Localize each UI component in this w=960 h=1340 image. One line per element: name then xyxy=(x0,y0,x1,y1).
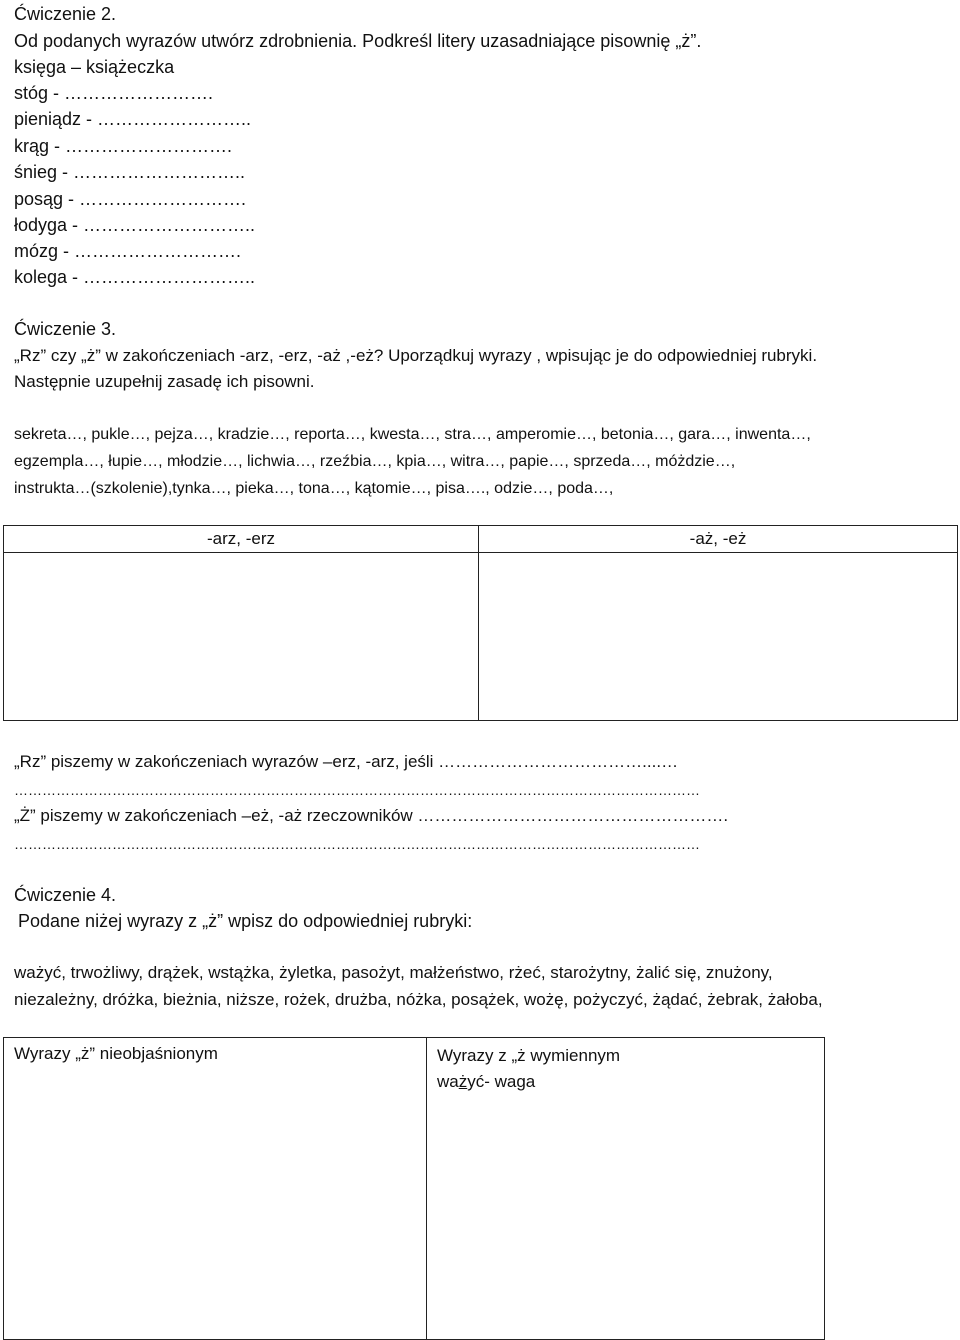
exercise-2-heading: Ćwiczenie 2. xyxy=(14,4,117,24)
column-header-az-ez: -aż, -eż xyxy=(479,526,958,553)
exercise-3-word-list-line: egzempla…, łupie…, młodzie…, lichwia…, rzeźbia…, kpia…, witra…, papie…, sprzeda…, móżdzie…, xyxy=(14,453,736,470)
exercise-4-word-list-line: niezależny, dróżka, bieżnia, niższe, rożek, drużba, nóżka, posążek, wożę, pożyczyć, żądać, żebrak, żałoba, xyxy=(14,990,823,1009)
exercise-4-instruction: Podane niżej wyrazy z „ż” wpisz do odpowiedniej rubryki: xyxy=(18,911,473,931)
exercise-4-sort-table xyxy=(3,1037,825,1340)
column-unexplained-z[interactable] xyxy=(4,1038,427,1340)
exercise-3-word-list-line: instrukta…(szkolenie),tynka…, pieka…, tona…, kątomie…, pisa…., odzie…, poda…, xyxy=(14,480,614,497)
exercise-2-item: kolega - ……………………….. xyxy=(14,267,256,287)
exercise-3-instruction-line-1: „Rz” czy „ż” w zakończeniach -arz, -erz, -aż ,-eż? Uporządkuj wyrazy , wpisując je do odpowiedniej rubryki. xyxy=(14,346,818,365)
rule-rz-line: „Rz” piszemy w zakończeniach wyrazów –erz, -arz, jeśli ………………………………....… xyxy=(14,752,679,771)
exercise-2-item: mózg - ………………………. xyxy=(14,241,242,261)
exercise-2-example: księga – książeczka xyxy=(14,57,175,77)
exercise-2-item: stóg - ……………………. xyxy=(14,83,214,103)
exercise-2-item: łodyga - ……………………….. xyxy=(14,215,256,235)
exercise-3-instruction-line-2: Następnie uzupełnij zasadę ich pisowni. xyxy=(14,372,315,391)
column-header-arz-erz: -arz, -erz xyxy=(4,526,479,553)
exercise-2-item: posąg - ………………………. xyxy=(14,189,247,209)
exercise-3-sort-table xyxy=(3,525,958,721)
exercise-3-heading: Ćwiczenie 3. xyxy=(14,319,117,339)
answer-cell-az-ez[interactable] xyxy=(479,553,958,721)
underlined-letter: ż xyxy=(458,1072,468,1091)
exercise-2-item: pieniądz - …………………….. xyxy=(14,109,252,129)
column-header-exchangeable-z: Wyrazy z „ż wymiennym xyxy=(437,1046,621,1065)
rule-z-continuation: ………………………………………………………………………………………………………………………………… xyxy=(14,836,700,852)
exercise-2-item: śnieg - ……………………….. xyxy=(14,162,246,182)
example-entry: ważyć- waga xyxy=(437,1072,536,1091)
exercise-4-word-list-line: ważyć, trwożliwy, drążek, wstążka, żyletka, pasożyt, małżeństwo, rżeć, starożytny, żalić się, znużony, xyxy=(14,963,773,982)
exercise-2-item: krąg - ………………………. xyxy=(14,136,233,156)
column-exchangeable-z[interactable] xyxy=(427,1038,825,1340)
rule-rz-continuation: ………………………………………………………………………………………………………………………………… xyxy=(14,782,700,798)
exercise-3-word-list-line: sekreta…, pukle…, pejza…, kradzie…, reporta…, kwesta…, stra…, amperomie…, betonia…, gara…, inwenta…, xyxy=(14,426,811,443)
exercise-2-instruction: Od podanych wyrazów utwórz zdrobnienia. Podkreśl litery uzasadniające pisownię „ż”. xyxy=(14,31,702,51)
answer-cell-arz-erz[interactable] xyxy=(4,553,479,721)
exercise-4-heading: Ćwiczenie 4. xyxy=(14,885,117,905)
column-header-unexplained-z: Wyrazy „ż” nieobjaśnionym xyxy=(14,1044,218,1063)
rule-z-line: „Ż” piszemy w zakończeniach –eż, -aż rzeczowników ………………………………………………. xyxy=(14,806,729,825)
